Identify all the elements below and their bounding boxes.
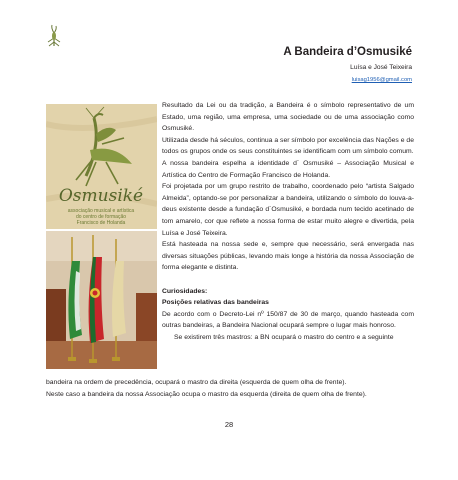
spacer (162, 274, 414, 286)
author-email-link[interactable]: luisag1956@gmail.com (351, 77, 412, 83)
curiosities-text-2-rest: bandeira na ordem de precedência, ocupará o mastro da direita (esquerda de quem olha de frente). (46, 379, 347, 386)
flag-caption-line-1: associação musical e artística (67, 208, 135, 214)
flag-caption-line-2: do centro de formação (75, 214, 127, 220)
paragraph-2: Utilizada desde há séculos, continua a ser símbolo por excelência das Nações e de todos os grupos onde os seus constituintes se identificam com um símbolo comum. (162, 136, 414, 156)
curiosities-heading: Curiosidades: (162, 287, 208, 295)
paragraph-3: A nossa bandeira espelha a identidade d´ Osmusiké – Associação Musical e Artística do Centro de Formação Francisco de Holanda. (162, 159, 414, 179)
curiosities-text-1: De acordo com o Decreto-Lei nº 150/87 de 30 de março, quando hasteada com outras bandeiras, a Bandeira Nacional ocupará sempre o lugar mais honroso. (162, 310, 414, 330)
curiosities-text-2-start: Se existirem três mastros: a BN ocupará o mastro do centro e a seguinte (174, 333, 394, 341)
mantis-logo-icon (42, 24, 66, 48)
paragraph-1: Resultado da Lei ou da tradição, a Bandeira é o símbolo representativo de um Estado, uma região, uma empresa, uma sociedade ou de uma associação como Osmusiké. (162, 102, 414, 133)
paragraph-5: Está hasteada na nossa sede e, sempre que necessário, será envergada nas diversas situações públicas, levando mais longe a história da nossa Associação de forma elegante e distinta. (162, 241, 414, 272)
curiosities-text-3: Neste caso a bandeira da nossa Associação ocupa o mastro da esquerda (direita de quem olha de frente). (46, 390, 367, 398)
flag-logo-word: Osmusiké (58, 186, 144, 206)
three-flags-photo (46, 231, 157, 369)
page-number: 28 (224, 420, 234, 429)
body-text-column (162, 100, 414, 343)
paragraph-4: Foi projetada por um grupo restrito de trabalho, coordenado pelo “artista Salgado Almeida”, optando-se por personalizar a bandeira, utilizando o símbolo do louva-a-deus existente desde a fundação d´Osmusiké, e bordada num tecido acetinado de tom amarelo, cor que reflete a nossa forma de estar muito alegre e divertida, pela Luísa e José Teixeira. (162, 183, 414, 237)
flag-caption-line-3: Francisco de Holanda (76, 220, 126, 226)
embroidered-flag-photo (46, 104, 157, 229)
full-width-text (46, 377, 414, 400)
authors: Luísa e José Teixeira (350, 64, 412, 71)
curiosities-subheading: Posições relativas das bandeiras (162, 299, 269, 307)
page-title: A Bandeira d’Osmusiké (283, 46, 412, 58)
